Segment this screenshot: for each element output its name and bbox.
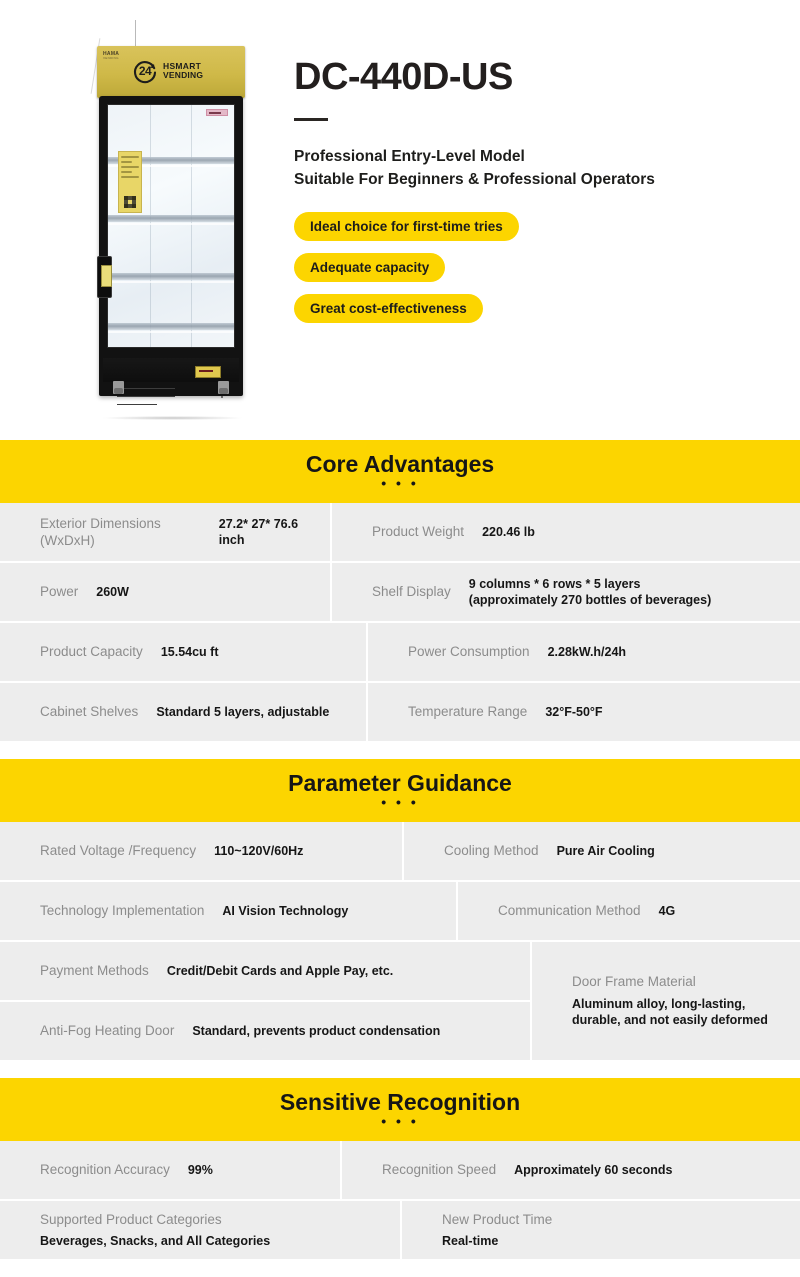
spec-value: Standard, prevents product condensation: [192, 1023, 441, 1038]
spec-label: Power Consumption: [408, 644, 530, 660]
section-dots-icon: • • •: [381, 475, 419, 492]
smart-label: SMART: [169, 61, 202, 72]
spec-label: Supported Product Categories: [40, 1211, 222, 1227]
spec-value: 220.46 lb: [482, 524, 535, 539]
spec-value: 32°F-50°F: [545, 704, 603, 719]
spec-value: 9 columns * 6 rows * 5 layers (approximately 270 bottles of beverages): [468, 576, 712, 607]
spec-value: 2.28kW.h/24h: [547, 644, 627, 659]
section-spacer: [0, 1062, 800, 1078]
spec-value: 260W: [96, 584, 129, 599]
floor-shadow: [103, 416, 242, 420]
table-cell: [0, 563, 330, 621]
table-cell: [0, 882, 456, 940]
product-image: [85, 20, 260, 420]
table-cell: [368, 683, 800, 741]
spec-label: Exterior Dimensions (WxDxH): [40, 515, 161, 548]
spec-label: Technology Implementation: [40, 903, 205, 919]
spec-label: Product Capacity: [40, 644, 143, 660]
table-row: [0, 1141, 800, 1199]
table-row: [0, 503, 800, 561]
brand-logo: [103, 51, 119, 61]
table-row: [0, 563, 800, 621]
table-cell: [0, 683, 366, 741]
spec-label: Payment Methods: [40, 963, 149, 979]
machine-cabinet: [99, 96, 243, 396]
spec-value: 110~120V/60Hz: [214, 843, 304, 858]
section-title: Parameter Guidance: [288, 769, 512, 796]
spec-label: New Product Time: [442, 1211, 553, 1227]
circular-arrow-icon: [131, 57, 159, 85]
spec-label: Shelf Display: [372, 584, 451, 600]
spec-table: [0, 503, 800, 741]
section-dots-icon: • • •: [381, 794, 419, 811]
section-header: [0, 1078, 800, 1141]
product-subtitle: [294, 145, 655, 192]
spec-value: 4G: [658, 903, 676, 918]
section-spacer: [0, 743, 800, 759]
table-cell: [0, 822, 402, 880]
table-cell-group: [0, 942, 530, 1060]
spec-value: AI Vision Technology: [222, 903, 349, 918]
table-cell: [402, 1201, 800, 1260]
vending-text: [163, 62, 203, 79]
spec-label: Cabinet Shelves: [40, 704, 139, 720]
table-cell: [368, 623, 800, 681]
section-header: [0, 759, 800, 822]
brand-subtitle: VENDING: [103, 56, 119, 61]
table-row: [0, 882, 800, 940]
section-header: [0, 440, 800, 503]
caster-wheel-right: [218, 381, 229, 394]
machine-base: [103, 358, 239, 382]
spec-label: Power: [40, 584, 79, 600]
section-title: Sensitive Recognition: [279, 1088, 521, 1115]
page-title: DC-440D-US: [294, 56, 513, 98]
door-handle: [97, 256, 112, 298]
feature-badge-list: [294, 212, 655, 323]
hours-suffix: H: [163, 61, 170, 72]
spec-value: Aluminum alloy, long-lasting, durable, and not easily deformed: [572, 996, 768, 1027]
warning-plate: [195, 366, 221, 378]
spec-label: Recognition Accuracy: [40, 1162, 170, 1178]
table-cell: [0, 503, 330, 561]
spec-label: Communication Method: [498, 903, 641, 919]
subtitle-line-2: Suitable For Beginners & Professional Operators: [294, 171, 655, 189]
product-info: [260, 0, 655, 323]
table-row: [0, 683, 800, 741]
table-cell: [332, 563, 800, 621]
table-row: [0, 623, 800, 681]
spec-value: Beverages, Snacks, and All Categories: [40, 1234, 271, 1249]
table-cell: [0, 1141, 340, 1199]
smart-vending-badge: [131, 57, 203, 85]
feature-badge: Great cost-effectiveness: [294, 294, 483, 323]
brand-name: HAMA: [103, 51, 120, 57]
feature-badge: Adequate capacity: [294, 253, 445, 282]
section-spacer: [0, 1261, 800, 1277]
product-hero: [0, 0, 800, 440]
section-title: Core Advantages: [305, 451, 495, 477]
machine-header-panel: [97, 46, 245, 98]
glass-door: [107, 104, 235, 348]
table-cell: [0, 1002, 530, 1060]
spec-table: [0, 1141, 800, 1260]
spec-value: Real-time: [442, 1234, 499, 1249]
section-dots-icon: • • •: [381, 1113, 419, 1130]
table-row: [0, 1201, 800, 1260]
spec-label: Temperature Range: [408, 704, 528, 720]
spec-value: Pure Air Cooling: [556, 843, 655, 858]
antenna-wire: [135, 20, 136, 48]
table-row: [0, 822, 800, 880]
table-cell: [332, 503, 800, 561]
hours-label: 24: [138, 64, 152, 78]
caster-wheel-left: [113, 381, 124, 394]
spec-label: Rated Voltage /Frequency: [40, 843, 197, 859]
table-cell: [342, 1141, 800, 1199]
spec-value: Approximately 60 seconds: [514, 1162, 673, 1177]
subtitle-line-1: Professional Entry-Level Model: [294, 148, 525, 165]
price-tag-sticker: [206, 109, 228, 116]
spec-label: Anti-Fog Heating Door: [40, 1023, 175, 1039]
vending-label: VENDING: [163, 70, 204, 80]
feature-badge: Ideal choice for first-time tries: [294, 212, 519, 241]
qr-code-icon: [124, 196, 136, 208]
title-divider: [294, 118, 328, 121]
table-cell: [0, 1201, 400, 1260]
table-cell: [0, 623, 366, 681]
spec-label: Door Frame Material: [572, 974, 696, 990]
spec-table: [0, 822, 800, 1060]
table-cell: [532, 942, 800, 1060]
spec-value: Credit/Debit Cards and Apple Pay, etc.: [166, 963, 394, 978]
table-cell: [458, 882, 800, 940]
table-cell: [0, 942, 530, 1000]
spec-value: 99%: [187, 1162, 213, 1177]
spec-sticker: [118, 151, 142, 213]
table-cell: [404, 822, 800, 880]
spec-label: Recognition Speed: [382, 1162, 497, 1178]
spec-value: Standard 5 layers, adjustable: [156, 704, 330, 719]
spec-value: 27.2* 27* 76.6 inch: [218, 516, 299, 547]
spec-label: Product Weight: [372, 524, 465, 540]
specification-sections: [0, 440, 800, 1277]
table-row: [0, 942, 800, 1060]
spec-value: 15.54cu ft: [160, 644, 219, 659]
spec-label: Cooling Method: [444, 843, 539, 859]
